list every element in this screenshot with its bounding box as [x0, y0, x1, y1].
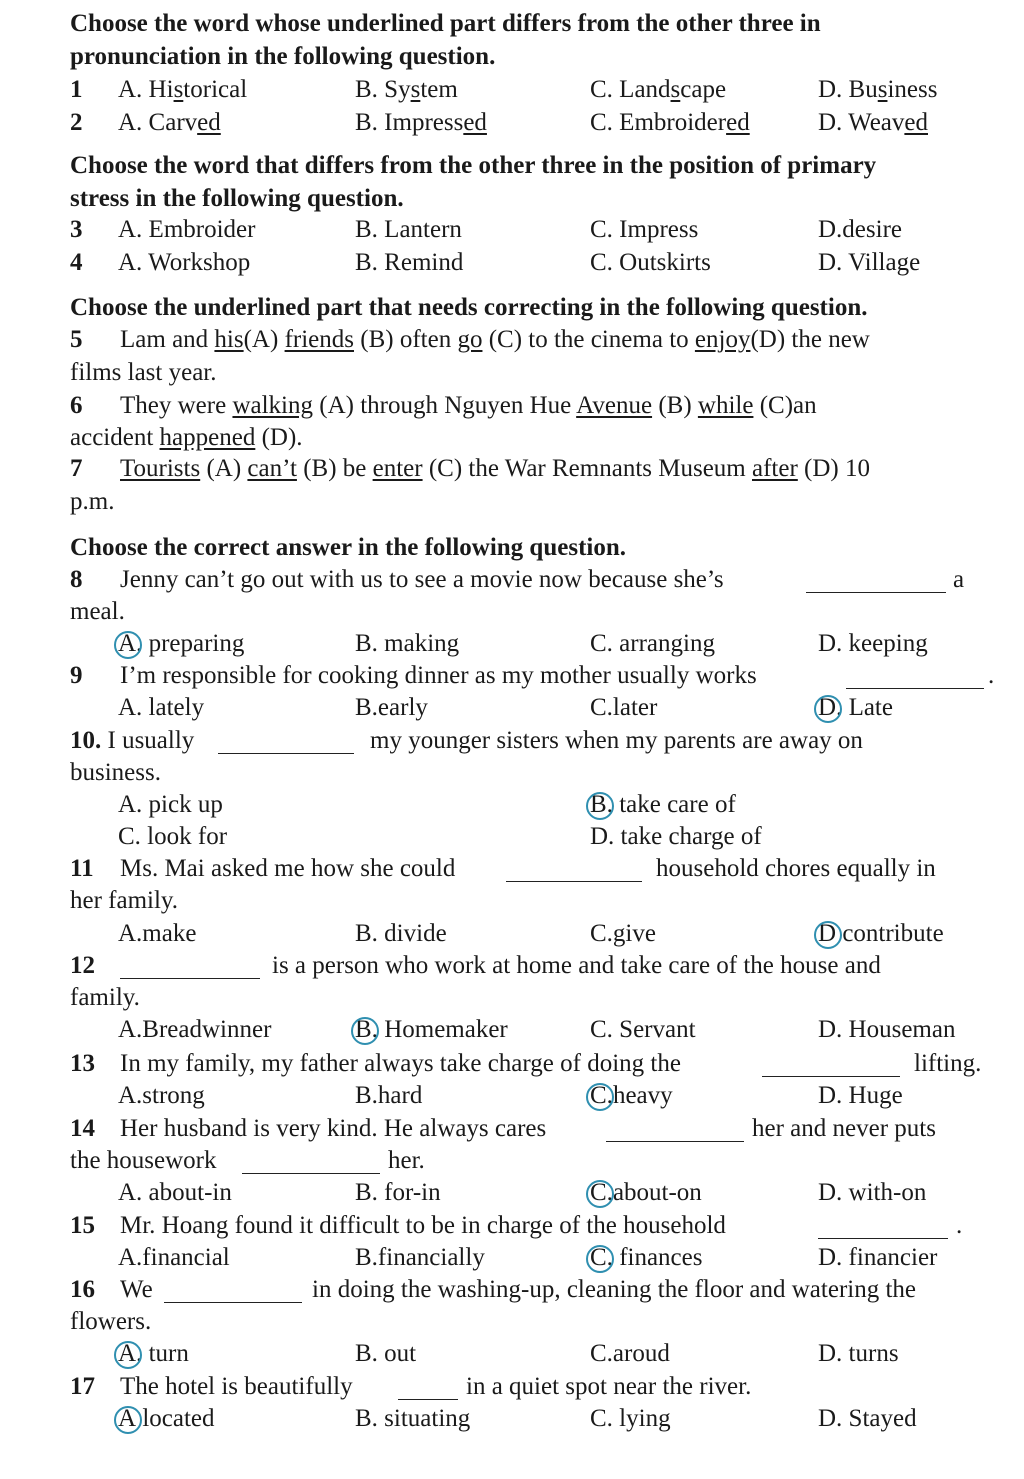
question-2 — [70, 109, 120, 137]
circled-answer-mark: A. — [118, 1340, 143, 1367]
question-15: 15 Mr. Hoang found it difficult to be in charge of the household — [70, 1212, 726, 1239]
q9-option-c: C.later — [590, 694, 658, 721]
answer-blank — [506, 861, 642, 882]
question-number: 10. — [70, 727, 102, 754]
q1-option-b: B. System — [355, 76, 458, 103]
question-12-continuation: family. — [70, 984, 140, 1011]
question-4 — [70, 249, 120, 277]
q17-option-d: D. Stayed — [818, 1405, 917, 1432]
question-17: 17 The hotel is beautifully — [70, 1373, 353, 1400]
circled-answer-mark: B. — [355, 1016, 378, 1043]
q16-option-a: A. turn — [118, 1340, 189, 1367]
question-number: 7 — [70, 455, 83, 482]
q13-option-c: C.heavy — [590, 1082, 673, 1109]
answer-blank — [218, 733, 354, 754]
question-number: 14 — [70, 1115, 95, 1142]
q12-option-b: B. Homemaker — [355, 1016, 508, 1043]
q10-option-b: B. take care of — [590, 791, 736, 818]
q2-option-a: A. Carved — [118, 109, 221, 136]
q1-option-c: C. Landscape — [590, 76, 727, 103]
q16-option-d: D. turns — [818, 1340, 899, 1367]
question-number: 8 — [70, 566, 83, 593]
question-12-after-blank: is a person who work at home and take care of the house and — [272, 952, 881, 979]
question-10: 10. I usually — [70, 727, 195, 754]
question-14-after-blank: her and never puts — [752, 1115, 936, 1142]
question-number: 17 — [70, 1373, 95, 1400]
q4-option-c: C. Outskirts — [590, 249, 711, 276]
answer-blank — [762, 1056, 900, 1077]
answer-blank — [806, 572, 946, 593]
q12-option-a: A.Breadwinner — [118, 1016, 272, 1043]
question-10-continuation: business. — [70, 759, 161, 786]
q1-option-a: A. Historical — [118, 76, 248, 103]
question-number: 4 — [70, 249, 83, 276]
circled-answer-mark: C. — [590, 1244, 613, 1271]
section-pronunciation-heading-line1: Choose the word whose underlined part differs from the other three in — [70, 10, 821, 37]
q9-option-b: B.early — [355, 694, 428, 721]
q13-option-d: D. Huge — [818, 1082, 903, 1109]
question-8-continuation: meal. — [70, 598, 125, 625]
q9-option-d: D. Late — [818, 694, 893, 721]
question-3 — [70, 216, 120, 244]
question-16-continuation: flowers. — [70, 1308, 152, 1335]
question-number: 5 — [70, 326, 83, 353]
q4-option-b: B. Remind — [355, 249, 464, 276]
circled-answer-mark: D — [818, 920, 837, 947]
answer-blank — [846, 668, 984, 689]
question-16-after-blank: in doing the washing-up, cleaning the floor and watering the — [312, 1276, 917, 1303]
q11-option-b: B. divide — [355, 920, 447, 947]
question-14: 14 Her husband is very kind. He always cares — [70, 1115, 547, 1142]
q10-option-c: C. look for — [118, 823, 228, 850]
q13-option-a: A.strong — [118, 1082, 205, 1109]
question-8: 8 Jenny can’t go out with us to see a movie now because she’s — [70, 566, 724, 593]
section-correction-heading: Choose the underlined part that needs correcting in the following question. — [70, 294, 868, 321]
q8-option-d: D. keeping — [818, 630, 928, 657]
q17-option-c: C. lying — [590, 1405, 671, 1432]
question-number: 12 — [70, 952, 95, 979]
q4-option-a: A. Workshop — [118, 249, 251, 276]
question-number: 2 — [70, 109, 83, 136]
q11-option-d: D contribute — [818, 920, 944, 947]
question-8-after-blank: a — [953, 566, 965, 593]
question-6-continuation: accident happened (D). — [70, 424, 303, 451]
question-6: 6 They were walking (A) through Nguyen Hue Avenue (B) while (C)an — [70, 392, 817, 419]
q14-option-d: D. with-on — [818, 1179, 927, 1206]
q1-option-d: D. Business — [818, 76, 938, 103]
question-number: 9 — [70, 662, 83, 689]
question-12 — [70, 952, 120, 980]
q3-option-b: B. Lantern — [355, 216, 462, 243]
question-number: 13 — [70, 1050, 95, 1077]
circled-answer-mark: C. — [590, 1179, 613, 1206]
question-7-continuation: p.m. — [70, 488, 115, 515]
q15-option-a: A.financial — [118, 1244, 230, 1271]
question-16: 16 We — [70, 1276, 153, 1303]
section-correct-answer-heading: Choose the correct answer in the following question. — [70, 534, 626, 561]
q11-option-c: C.give — [590, 920, 656, 947]
question-14-continuation: the housework — [70, 1147, 217, 1174]
question-number: 1 — [70, 76, 83, 103]
q8-option-c: C. arranging — [590, 630, 715, 657]
question-1 — [70, 76, 120, 104]
question-number: 16 — [70, 1276, 95, 1303]
q14-option-a: A. about-in — [118, 1179, 232, 1206]
q12-option-c: C. Servant — [590, 1016, 696, 1043]
question-17-after-blank: in a quiet spot near the river. — [466, 1373, 752, 1400]
question-11-after-blank: household chores equally in — [656, 855, 936, 882]
circled-answer-mark: B. — [590, 791, 613, 818]
q16-option-b: B. out — [355, 1340, 417, 1367]
question-9-after-blank: . — [988, 662, 995, 689]
q15-option-c: C. finances — [590, 1244, 703, 1271]
q17-option-b: B. situating — [355, 1405, 471, 1432]
q8-option-a: A. preparing — [118, 630, 245, 657]
q14-option-b: B. for-in — [355, 1179, 441, 1206]
answer-blank — [398, 1379, 458, 1400]
question-11: 11 Ms. Mai asked me how she could — [70, 855, 456, 882]
q3-option-a: A. Embroider — [118, 216, 256, 243]
question-5-continuation: films last year. — [70, 359, 217, 386]
question-10-after-blank: my younger sisters when my parents are away on — [370, 727, 863, 754]
q16-option-c: C.aroud — [590, 1340, 670, 1367]
q4-option-d: D. Village — [818, 249, 921, 276]
q14-option-c: C.about-on — [590, 1179, 702, 1206]
question-9: 9 I’m responsible for cooking dinner as my mother usually works — [70, 662, 757, 689]
circled-answer-mark: D. — [818, 694, 843, 721]
section-stress-heading-line2: stress in the following question. — [70, 185, 404, 212]
q13-option-b: B.hard — [355, 1082, 423, 1109]
section-pronunciation-heading-line2: pronunciation in the following question. — [70, 43, 496, 70]
question-5: 5 Lam and his(A) friends (B) often go (C) to the cinema to enjoy(D) the new — [70, 326, 870, 353]
q2-option-b: B. Impressed — [355, 109, 487, 136]
question-15-after-blank: . — [956, 1212, 963, 1239]
q15-option-b: B.financially — [355, 1244, 485, 1271]
q15-option-d: D. financier — [818, 1244, 938, 1271]
question-13: 13 In my family, my father always take charge of doing the — [70, 1050, 681, 1077]
answer-blank — [242, 1153, 380, 1174]
q11-option-a: A.make — [118, 920, 197, 947]
question-11-continuation: her family. — [70, 887, 179, 914]
circled-answer-mark: C. — [590, 1082, 613, 1109]
answer-blank — [818, 1218, 948, 1239]
answer-blank — [164, 1282, 302, 1303]
circled-answer-mark: A. — [118, 630, 143, 657]
q17-option-a: A located — [118, 1405, 215, 1432]
question-number: 6 — [70, 392, 83, 419]
q9-option-a: A. lately — [118, 694, 205, 721]
question-number: 15 — [70, 1212, 95, 1239]
answer-blank — [606, 1121, 744, 1142]
q10-option-d: D. take charge of — [590, 823, 762, 850]
question-13-after-blank: lifting. — [914, 1050, 982, 1077]
q10-option-a: A. pick up — [118, 791, 223, 818]
q3-option-c: C. Impress — [590, 216, 699, 243]
circled-answer-mark: A — [118, 1405, 137, 1432]
q12-option-d: D. Houseman — [818, 1016, 956, 1043]
answer-blank — [120, 958, 260, 979]
question-number: 11 — [70, 855, 94, 882]
q2-option-c: C. Embroidered — [590, 109, 750, 136]
q3-option-d: D.desire — [818, 216, 902, 243]
question-number: 3 — [70, 216, 83, 243]
section-stress-heading-line1: Choose the word that differs from the other three in the position of primary — [70, 152, 877, 179]
q8-option-b: B. making — [355, 630, 460, 657]
question-7: 7 Tourists (A) can’t (B) be enter (C) the War Remnants Museum after (D) 10 — [70, 455, 871, 482]
q2-option-d: D. Weaved — [818, 109, 928, 136]
question-14-continuation-after-blank: her. — [388, 1147, 425, 1174]
